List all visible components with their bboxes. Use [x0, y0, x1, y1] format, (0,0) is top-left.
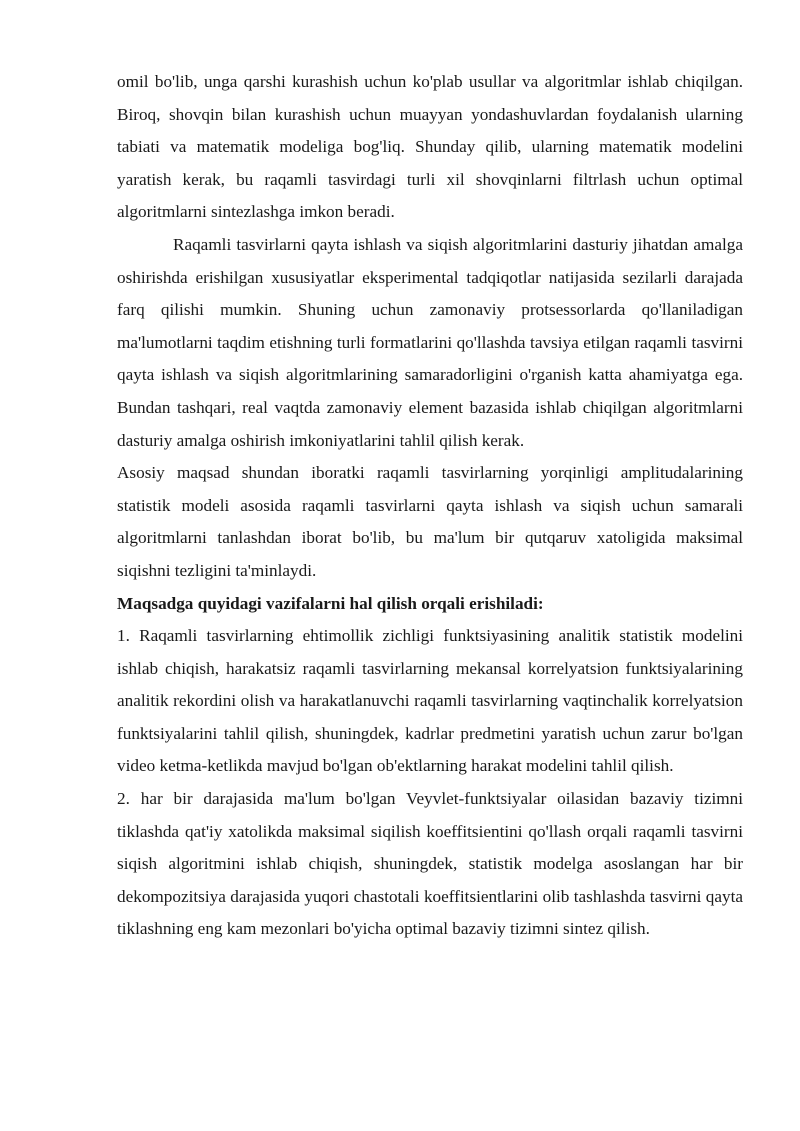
- paragraph-main-goal: Asosiy maqsad shundan iboratki raqamli tasvirlarning yorqinligi amplitudalarining statistik modeli asosida raqamli tasvirlarni qayta ishlash va siqish uchun samarali algoritmlarni tanlashdan iborat bo'lib, bu ma'lum bir qutqaruv xatoligida maksimal siqishni tezligini ta'minlaydi.: [117, 463, 743, 580]
- list-item-task-2: 2. har bir darajasida ma'lum bo'lgan Veyvlet-funktsiyalar oilasidan bazaviy tizimni tiklashda qat'iy xatolikda maksimal siqilish koeffitsientini qo'llash orqali raqamli tasvirni siqish algoritmini ishlab chiqish, shuningdek, statistik modelga asoslangan har bir dekompozitsiya darajasida yuqori chastotali koeffitsientlarini olib tashlashda tasvirni qayta tiklashning eng kam mezonlari bo'yicha optimal bazaviy tizimni sintez qilish.: [117, 789, 743, 939]
- document-page: [117, 66, 743, 946]
- list-item-task-1: 1. Raqamli tasvirlarning ehtimollik zichligi funktsiyasining analitik statistik modelini ishlab chiqish, harakatsiz raqamli tasvirlarning mekansal korrelyatsion funktsiyalarining analitik rekordini olish va harakatlanuvchi raqamli tasvirlarning vaqtinchalik korrelyatsion funktsiyalarini tahlil qilish, shuningdek, kadrlar predmetini yaratish uchun zarur bo'lgan video ketma-ketlikda mavjud bo'lgan ob'ektlarning harakat modelini tahlil qilish.: [117, 626, 743, 776]
- paragraph-software-implementation: Raqamli tasvirlarni qayta ishlash va siqish algoritmlarini dasturiy jihatdan amalga oshirishda erishilgan xususiyatlar eksperimental tadqiqotlar natijasida sezilarli darajada farq qilishi mumkin. Shuning uchun zamonaviy protsessorlarda qo'llaniladigan ma'lumotlarni taqdim etishning turli formatlarini qo'llashda tavsiya etilgan raqamli tasvirni qayta ishlash va siqish algoritmlarining samaradorligini o'rganish katta ahamiyatga ega. Bundan tashqari, real vaqtda zamonaviy element bazasida ishlab chiqilgan algoritmlarni dasturiy amalga oshirish imkoniyatlarini tahlil qilish kerak.: [117, 234, 743, 450]
- paragraph-noise-filtering: omil bo'lib, unga qarshi kurashish uchun ko'plab usullar va algoritmlar ishlab chiqilgan. Biroq, shovqin bilan kurashish uchun muayyan yondashuvlardan foydalanish ularning tabiati va matematik modeliga bog'liq. Shunday qilib, ularning matematik modelini yaratish kerak, bu raqamli tasvirdagi turli xil shovqinlarni filtrlash uchun optimal algoritmlarni sintezlashga imkon beradi.: [117, 72, 743, 222]
- section-heading-tasks: Maqsadga quyidagi vazifalarni hal qilish orqali erishiladi:: [117, 593, 544, 613]
